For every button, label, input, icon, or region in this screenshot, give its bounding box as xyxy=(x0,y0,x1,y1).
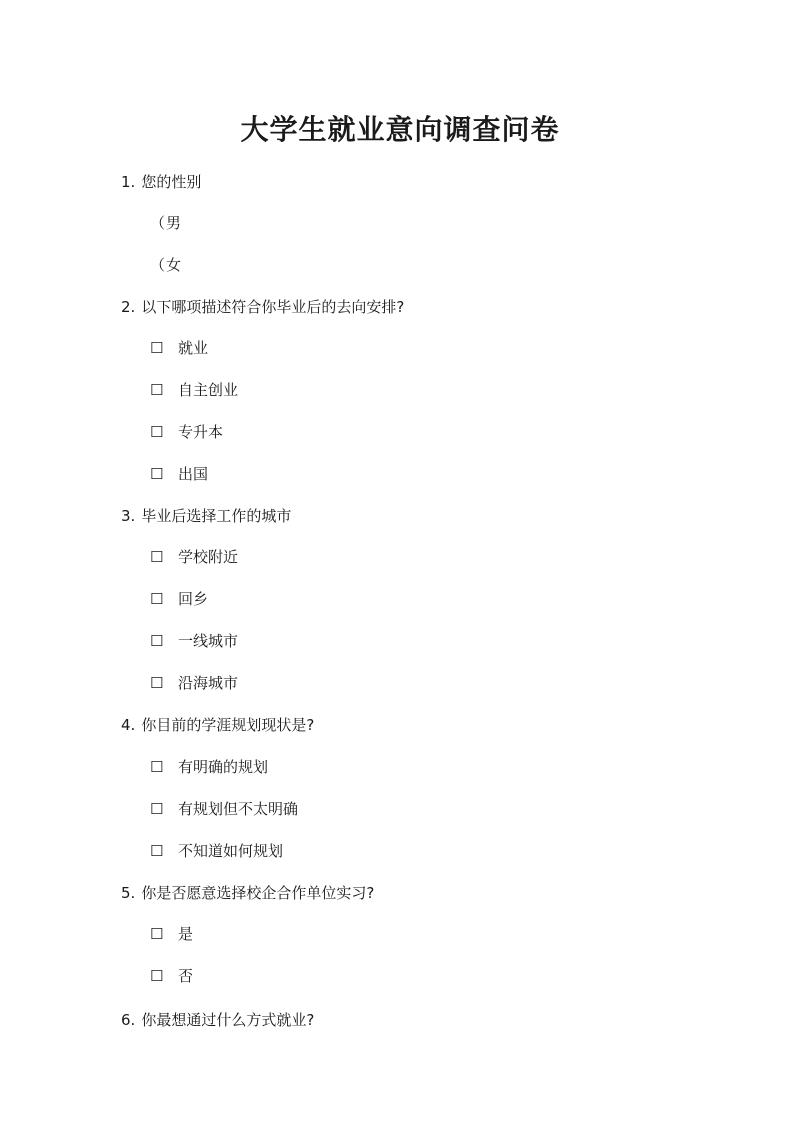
option-near-school[interactable] xyxy=(150,546,238,568)
question-text: 你目前的学涯规划现状是? xyxy=(141,716,315,734)
option-male[interactable] xyxy=(150,212,181,234)
question-text: 你是否愿意选择校企合作单位实习? xyxy=(141,884,375,902)
option-label: 女 xyxy=(166,256,182,274)
question-6 xyxy=(121,1009,314,1031)
option-study-abroad[interactable] xyxy=(150,463,208,485)
checkbox-icon[interactable]: ☐ xyxy=(150,339,164,357)
question-number: 6. xyxy=(121,1011,136,1029)
question-text: 你最想通过什么方式就业? xyxy=(141,1011,315,1029)
option-label: 自主创业 xyxy=(178,381,239,399)
question-number: 5. xyxy=(121,884,136,902)
option-female[interactable] xyxy=(150,254,181,276)
question-number: 2. xyxy=(121,298,136,316)
option-label: 一线城市 xyxy=(178,632,239,650)
checkbox-icon[interactable]: ☐ xyxy=(150,842,164,860)
question-number: 3. xyxy=(121,507,136,525)
option-label: 就业 xyxy=(178,339,209,357)
option-label: 专升本 xyxy=(178,423,224,441)
question-1 xyxy=(121,171,201,193)
option-label: 有明确的规划 xyxy=(178,758,269,776)
radio-mark: （ xyxy=(150,256,166,274)
option-label: 否 xyxy=(178,967,194,985)
checkbox-icon[interactable]: ☐ xyxy=(150,381,164,399)
checkbox-icon[interactable]: ☐ xyxy=(150,590,164,608)
option-clear-plan[interactable] xyxy=(150,756,268,778)
radio-mark: （ xyxy=(150,214,166,232)
option-tier1-city[interactable] xyxy=(150,630,238,652)
question-number: 4. xyxy=(121,716,136,734)
checkbox-icon[interactable]: ☐ xyxy=(150,423,164,441)
option-upgrade-degree[interactable] xyxy=(150,421,223,443)
question-text: 您的性别 xyxy=(141,173,202,191)
option-label: 不知道如何规划 xyxy=(178,842,284,860)
checkbox-icon[interactable]: ☐ xyxy=(150,674,164,692)
question-4 xyxy=(121,714,314,736)
checkbox-icon[interactable]: ☐ xyxy=(150,800,164,818)
checkbox-icon[interactable]: ☐ xyxy=(150,632,164,650)
checkbox-icon[interactable]: ☐ xyxy=(150,967,164,985)
option-label: 男 xyxy=(166,214,182,232)
checkbox-icon[interactable]: ☐ xyxy=(150,925,164,943)
question-text: 毕业后选择工作的城市 xyxy=(141,507,292,525)
question-3 xyxy=(121,505,291,527)
question-text: 以下哪项描述符合你毕业后的去向安排? xyxy=(141,298,405,316)
question-5 xyxy=(121,882,374,904)
option-label: 回乡 xyxy=(178,590,209,608)
option-hometown[interactable] xyxy=(150,588,208,610)
option-label: 学校附近 xyxy=(178,548,239,566)
option-vague-plan[interactable] xyxy=(150,798,298,820)
option-no[interactable] xyxy=(150,965,193,987)
question-number: 1. xyxy=(121,173,136,191)
option-yes[interactable] xyxy=(150,923,193,945)
checkbox-icon[interactable]: ☐ xyxy=(150,548,164,566)
option-label: 出国 xyxy=(178,465,209,483)
option-employment[interactable] xyxy=(150,337,208,359)
checkbox-icon[interactable]: ☐ xyxy=(150,758,164,776)
option-label: 沿海城市 xyxy=(178,674,239,692)
question-2 xyxy=(121,296,404,318)
checkbox-icon[interactable]: ☐ xyxy=(150,465,164,483)
page-title: 大学生就业意向调查问卷 xyxy=(240,113,560,146)
option-label: 是 xyxy=(178,925,194,943)
option-self-employment[interactable] xyxy=(150,379,238,401)
option-coastal-city[interactable] xyxy=(150,672,238,694)
option-label: 有规划但不太明确 xyxy=(178,800,299,818)
option-no-plan[interactable] xyxy=(150,840,283,862)
